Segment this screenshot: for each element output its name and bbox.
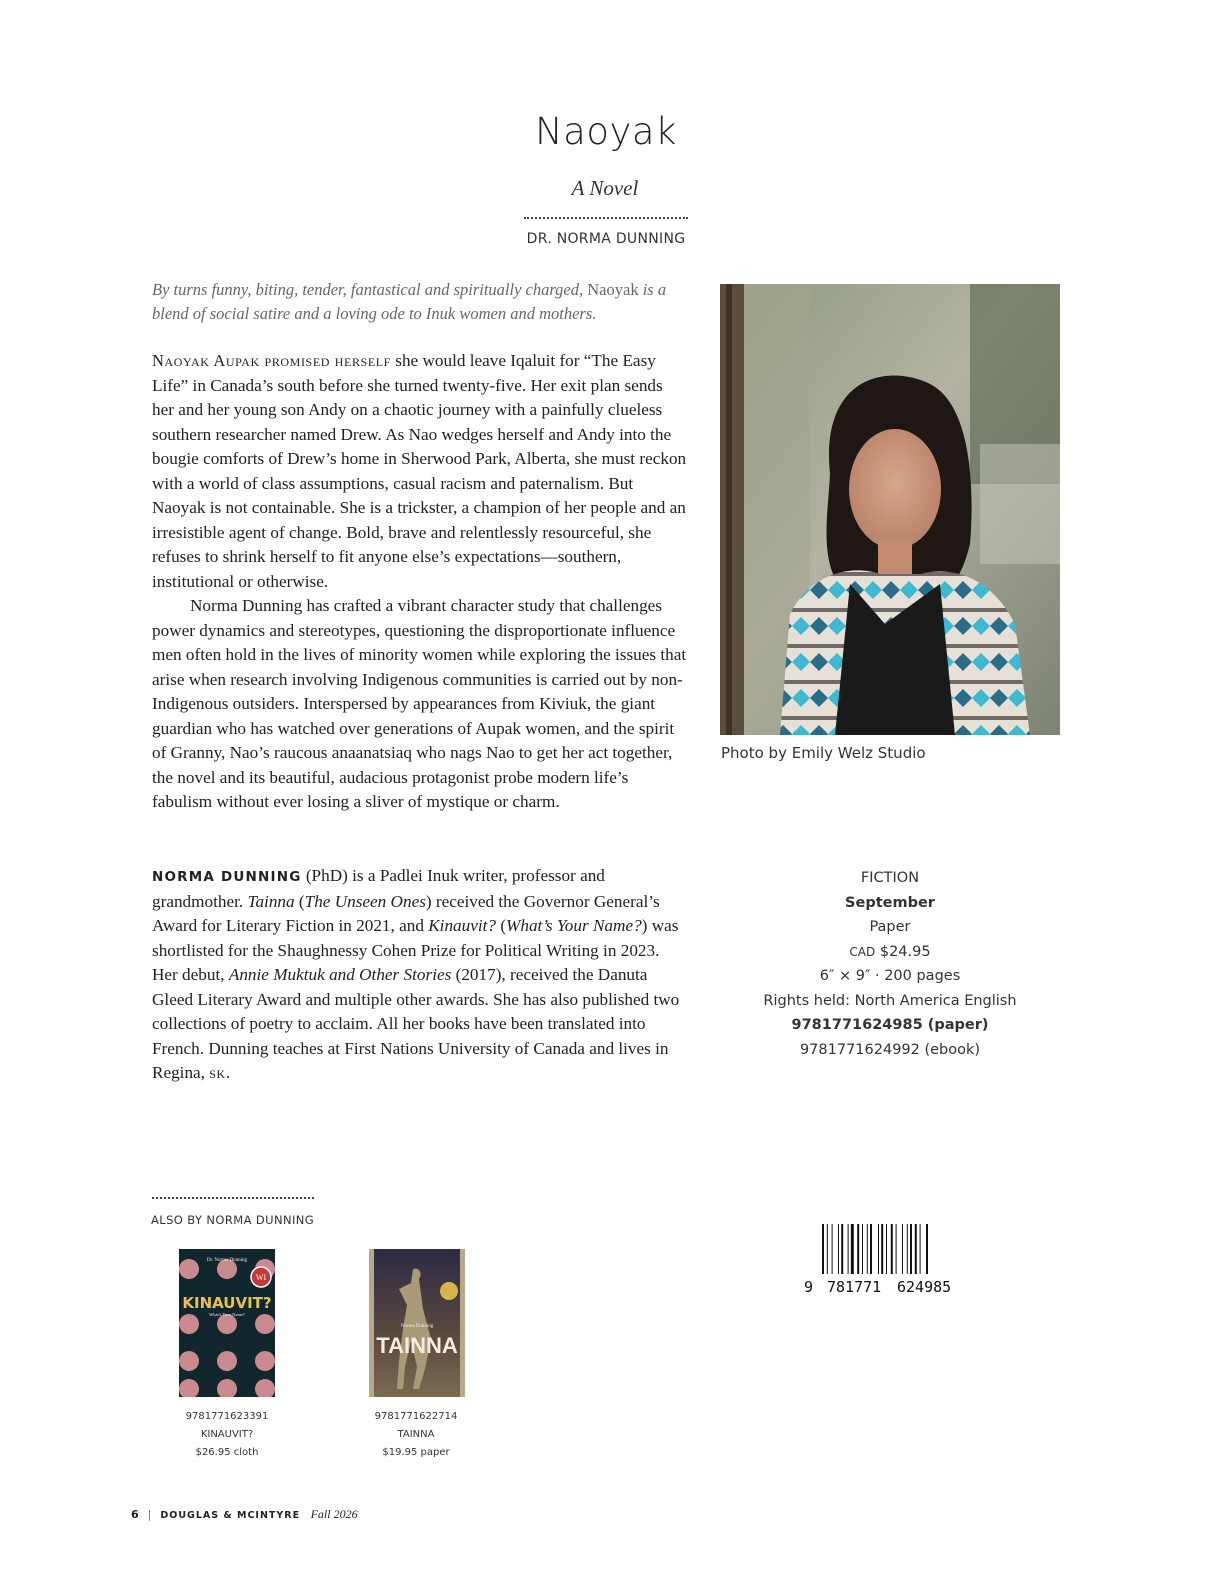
also-by-divider: [152, 1197, 314, 1199]
bio-text: (PhD) is a Padlei Inuk writer, professor and grandmother.: [152, 866, 605, 911]
tagline: [152, 278, 682, 326]
bio-book-title: Tainna: [247, 891, 295, 911]
book-isbn: 9781771622714: [374, 1411, 458, 1422]
tagline-part-1: By turns funny, biting, tender, fantastical and spiritually charged,: [152, 280, 584, 299]
barcode-bar: [832, 1224, 833, 1280]
page-footer: [131, 1507, 358, 1522]
photo-credit: Photo by Emily Welz Studio: [721, 744, 926, 762]
barcode-bar: [902, 1224, 903, 1280]
book-cover-tainna[interactable]: [369, 1249, 465, 1397]
barcode-digits-group-2: 624985: [897, 1278, 952, 1296]
kinauvit-badge: WI: [255, 1273, 267, 1282]
page-number: 6: [131, 1508, 139, 1521]
book-price: $19.95 paper: [382, 1447, 450, 1458]
kinauvit-cover-subtitle: What's Your Name?: [209, 1312, 245, 1317]
meta-format: Paper: [869, 919, 911, 935]
bio-text: .: [225, 1063, 231, 1082]
bio-text: ) received the Governor General’s Award for Literary Fiction in 2021, and: [152, 891, 660, 935]
kinauvit-cover-title: KINAUVIT?: [182, 1294, 272, 1312]
barcode-bar: [881, 1224, 883, 1280]
barcode-digit-left: 9: [804, 1278, 814, 1296]
book-title: KINAUVIT?: [200, 1429, 254, 1440]
author-photo-illustration: [720, 284, 1060, 735]
bio-province: sk: [209, 1063, 226, 1082]
barcode-bar: [896, 1224, 897, 1280]
barcode-bar: [838, 1224, 839, 1280]
barcode-bar: [841, 1224, 843, 1280]
meta-trim-pages: 6″ × 9″ · 200 pages: [819, 968, 961, 984]
publisher-name: DOUGLAS & MCINTYRE: [160, 1510, 301, 1521]
tainna-cover-title: TAINNA: [376, 1333, 458, 1358]
barcode-bar: [886, 1224, 887, 1280]
book-cover-kinauvit[interactable]: [179, 1249, 275, 1397]
book-title: TAINNA: [397, 1429, 435, 1440]
barcode-bar: [878, 1224, 879, 1280]
description-paragraph-2: Norma Dunning has crafted a vibrant character study that challenges power dynamics and stereotypes, questioning the disproportionate influence men often hold in the lives of minority women while exploring the issues that arise when research involving Indigenous communities is carried out by non-Indigenous outsiders. Interspersed by appearances from Kiviuk, the giant guardian who has watched over generations of Aupak women, and the spirit of Granny, Nao’s raucous anaanatsiaq who nags Nao to get her act together, the novel and its beautiful, audacious protagonist probe modern life’s fabulism without ever losing a sliver of mystique or charm.: [152, 596, 687, 811]
barcode-digits-group-1: 781771: [827, 1278, 882, 1296]
barcode-bar: [827, 1224, 828, 1280]
barcode-bar: [851, 1224, 854, 1280]
meta-isbn-ebook: 9781771624992 (ebook): [799, 1041, 981, 1058]
barcode-bar: [848, 1224, 849, 1280]
barcode-bar: [891, 1224, 893, 1280]
meta-rights: Rights held: North America English: [763, 992, 1017, 1009]
kinauvit-cover-author: Dr. Norma Dunning: [206, 1258, 248, 1263]
tainna-cover-art: [369, 1249, 465, 1397]
tainna-cover-author: Norma Dunning: [400, 1324, 434, 1329]
book-metadata: [760, 866, 1020, 1062]
barcode-bar: [867, 1224, 868, 1280]
isbn-barcode: [802, 1224, 972, 1296]
meta-month: September: [845, 894, 935, 911]
bio-text: (2017), received the Danuta Gleed Literary Award and multiple other awards. She has also published two collections of poetry to acclaim. All her books have been translated into French. Dunning teaches at First Nations University of Canada and lives in Regina,: [152, 965, 680, 1082]
meta-price: $24.95: [879, 943, 931, 960]
bio-text: (: [298, 891, 305, 911]
barcode-bar: [870, 1224, 872, 1280]
description-paragraph-1: [152, 349, 687, 594]
tagline-part-2: is a blend of social satire and a loving ode to Inuk women and mothers.: [152, 280, 667, 323]
bio-book-title: The Unseen Ones: [304, 891, 426, 911]
barcode-bars: [802, 1224, 972, 1296]
book-title: Naoyak: [535, 110, 677, 153]
book-description: [152, 349, 687, 815]
book-meta-tainna: [346, 1408, 486, 1462]
footer-separator: |: [147, 1508, 152, 1521]
meta-category: FICTION: [860, 870, 920, 886]
book-isbn: 9781771623391: [185, 1411, 269, 1422]
author-photo: [720, 284, 1060, 735]
author-bio: [152, 864, 682, 1086]
book-meta-kinauvit: [157, 1408, 297, 1462]
meta-isbn-paper: 9781771624985 (paper): [791, 1017, 989, 1033]
bio-author-name: NORMA DUNNING: [152, 869, 302, 885]
kinauvit-cover-art: [179, 1249, 275, 1397]
bio-book-title: Kinauvit?: [428, 916, 497, 935]
barcode-bar: [920, 1224, 921, 1280]
barcode-bar: [910, 1224, 912, 1280]
description-p1-text: she would leave Iqaluit for “The Easy Life” in Canada’s south before she turned twenty-five. Her exit plan sends her and her young son Andy on a chaotic journey with a painfully clueless southern researcher named Drew. As Nao wedges herself and Andy into the bougie comforts of Drew’s home in Sherwood Park, Alberta, she must reckon with a world of class assumptions, casual racism and paternalism. But Naoyak is not containable. She is a trickster, a champion of her people and an irresistible agent of change. Bold, brave and relentlessly resourceful, she refuses to shrink herself to fit anyone else’s expectations—southern, institutional or otherwise.: [152, 351, 687, 591]
barcode-bar: [915, 1224, 917, 1280]
tagline-title-ref: Naoyak: [587, 280, 639, 299]
barcode-bar: [857, 1224, 859, 1280]
barcode-bar: [907, 1224, 908, 1280]
book-author: DR. NORMA DUNNING: [526, 231, 686, 247]
bio-text: ) was shortlisted for the Shaughnessy Cohen Prize for Political Writing in 2023. Her debut,: [152, 916, 679, 984]
meta-currency: CAD: [849, 944, 876, 959]
title-divider: [524, 217, 688, 219]
bio-text: (: [500, 916, 507, 935]
catalog-season: Fall 2026: [310, 1507, 358, 1521]
bio-book-title: Annie Muktuk and Other Stories: [228, 965, 452, 984]
description-lead-in: Naoyak Aupak promised herself: [152, 351, 391, 370]
book-price: $26.95 cloth: [195, 1447, 259, 1458]
meta-price-line: [760, 940, 1020, 965]
book-subtitle: A Novel: [571, 176, 639, 200]
barcode-bar: [862, 1224, 863, 1280]
bio-book-title: What’s Your Name?: [506, 916, 642, 935]
also-by-heading: ALSO BY NORMA DUNNING: [151, 1213, 315, 1227]
